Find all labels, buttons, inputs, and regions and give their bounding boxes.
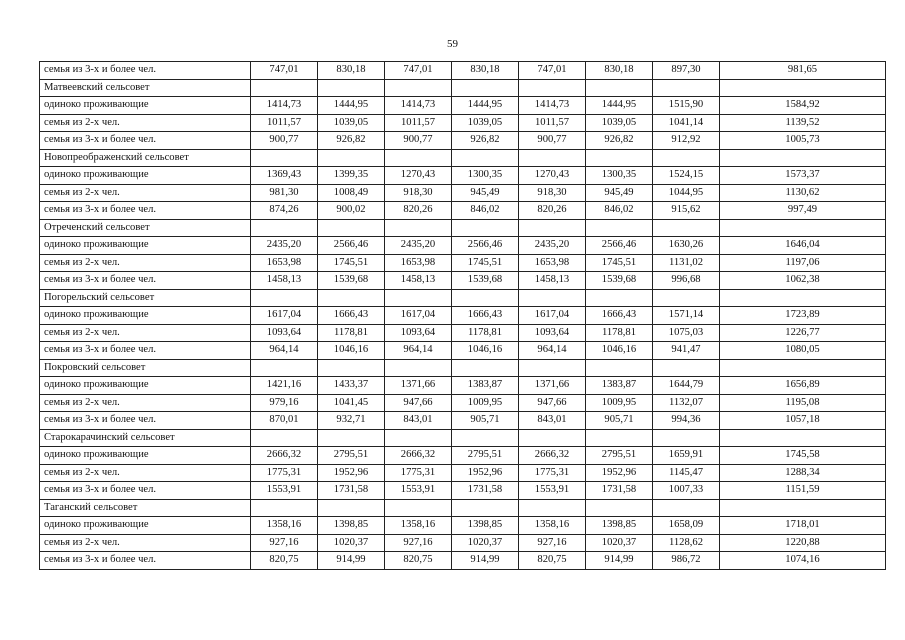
settlement-name: Покровский сельсовет [40, 359, 251, 377]
value-cell: 1399,35 [318, 167, 385, 185]
value-cell [586, 219, 653, 237]
value-cell: 2435,20 [519, 237, 586, 255]
value-cell: 1080,05 [720, 342, 886, 360]
household-category: семья из 2-х чел. [40, 464, 251, 482]
group-header-row [40, 79, 886, 97]
value-cell: 945,49 [586, 184, 653, 202]
value-cell: 927,16 [519, 534, 586, 552]
value-cell: 1952,96 [318, 464, 385, 482]
household-category: одиноко проживающие [40, 377, 251, 395]
table-row [40, 464, 886, 482]
value-cell [385, 149, 452, 167]
value-cell: 1539,68 [586, 272, 653, 290]
value-cell: 1093,64 [251, 324, 318, 342]
household-category: семья из 2-х чел. [40, 324, 251, 342]
value-cell: 986,72 [653, 552, 720, 570]
value-cell: 843,01 [519, 412, 586, 430]
value-cell: 1666,43 [318, 307, 385, 325]
group-header-row [40, 289, 886, 307]
value-cell: 1745,51 [452, 254, 519, 272]
value-cell: 1270,43 [519, 167, 586, 185]
value-cell: 1057,18 [720, 412, 886, 430]
value-cell: 1039,05 [586, 114, 653, 132]
value-cell [385, 219, 452, 237]
value-cell: 1131,02 [653, 254, 720, 272]
value-cell: 1644,79 [653, 377, 720, 395]
value-cell [519, 79, 586, 97]
value-cell: 1178,81 [452, 324, 519, 342]
value-cell [318, 219, 385, 237]
value-cell [452, 149, 519, 167]
value-cell: 1444,95 [586, 97, 653, 115]
value-cell: 1646,04 [720, 237, 886, 255]
value-cell: 1414,73 [385, 97, 452, 115]
value-cell: 905,71 [586, 412, 653, 430]
household-category: семья из 3-х и более чел. [40, 412, 251, 430]
value-cell: 994,36 [653, 412, 720, 430]
value-cell [720, 289, 886, 307]
value-cell [452, 499, 519, 517]
household-category: семья из 3-х и более чел. [40, 342, 251, 360]
value-cell [385, 359, 452, 377]
value-cell: 1383,87 [586, 377, 653, 395]
value-cell: 1008,49 [318, 184, 385, 202]
value-cell [251, 499, 318, 517]
household-category: семья из 3-х и более чел. [40, 482, 251, 500]
value-cell: 1952,96 [452, 464, 519, 482]
value-cell [385, 289, 452, 307]
household-category: семья из 2-х чел. [40, 394, 251, 412]
value-cell [251, 359, 318, 377]
value-cell: 820,75 [519, 552, 586, 570]
value-cell: 874,26 [251, 202, 318, 220]
value-cell: 2795,51 [318, 447, 385, 465]
value-cell: 1020,37 [452, 534, 519, 552]
value-cell: 914,99 [586, 552, 653, 570]
value-cell: 820,26 [519, 202, 586, 220]
value-cell [653, 79, 720, 97]
value-cell [653, 429, 720, 447]
value-cell [452, 359, 519, 377]
value-cell: 900,77 [519, 132, 586, 150]
value-cell: 1046,16 [452, 342, 519, 360]
value-cell: 1226,77 [720, 324, 886, 342]
value-cell: 846,02 [586, 202, 653, 220]
value-cell: 1421,16 [251, 377, 318, 395]
value-cell: 1062,38 [720, 272, 886, 290]
value-cell: 1775,31 [385, 464, 452, 482]
value-cell: 1731,58 [586, 482, 653, 500]
value-cell: 1658,09 [653, 517, 720, 535]
household-category: семья из 2-х чел. [40, 184, 251, 202]
value-cell: 1007,33 [653, 482, 720, 500]
value-cell: 1630,26 [653, 237, 720, 255]
value-cell [318, 429, 385, 447]
table-row [40, 324, 886, 342]
value-cell: 1270,43 [385, 167, 452, 185]
value-cell: 1178,81 [586, 324, 653, 342]
value-cell: 1371,66 [519, 377, 586, 395]
value-cell: 1046,16 [318, 342, 385, 360]
value-cell [586, 429, 653, 447]
value-cell: 1524,15 [653, 167, 720, 185]
household-category: семья из 3-х и более чел. [40, 132, 251, 150]
value-cell: 912,92 [653, 132, 720, 150]
value-cell: 1731,58 [318, 482, 385, 500]
value-cell [586, 79, 653, 97]
value-cell: 1553,91 [519, 482, 586, 500]
value-cell: 1414,73 [519, 97, 586, 115]
value-cell: 932,71 [318, 412, 385, 430]
value-cell: 1151,59 [720, 482, 886, 500]
value-cell: 1039,05 [452, 114, 519, 132]
value-cell: 1745,51 [586, 254, 653, 272]
value-cell: 2666,32 [251, 447, 318, 465]
value-cell: 1011,57 [385, 114, 452, 132]
table-row [40, 237, 886, 255]
household-category: семья из 3-х и более чел. [40, 552, 251, 570]
value-cell [653, 149, 720, 167]
value-cell [251, 219, 318, 237]
value-cell: 1398,85 [318, 517, 385, 535]
household-category: семья из 2-х чел. [40, 534, 251, 552]
table-row [40, 254, 886, 272]
value-cell [720, 79, 886, 97]
value-cell: 1009,95 [586, 394, 653, 412]
value-cell: 897,30 [653, 62, 720, 80]
value-cell [385, 429, 452, 447]
value-cell: 1074,16 [720, 552, 886, 570]
value-cell: 1369,43 [251, 167, 318, 185]
value-cell [385, 499, 452, 517]
value-cell: 1458,13 [385, 272, 452, 290]
value-cell: 927,16 [385, 534, 452, 552]
value-cell: 2795,51 [586, 447, 653, 465]
table-row [40, 342, 886, 360]
value-cell: 1145,47 [653, 464, 720, 482]
value-cell: 1433,37 [318, 377, 385, 395]
value-cell [385, 79, 452, 97]
value-cell [318, 499, 385, 517]
value-cell: 1617,04 [385, 307, 452, 325]
value-cell: 820,75 [385, 552, 452, 570]
value-cell [452, 289, 519, 307]
household-category: семья из 3-х и более чел. [40, 202, 251, 220]
value-cell [653, 359, 720, 377]
value-cell: 1656,89 [720, 377, 886, 395]
value-cell: 1666,43 [586, 307, 653, 325]
value-cell [586, 359, 653, 377]
table-row [40, 62, 886, 80]
value-cell [586, 289, 653, 307]
value-cell: 1300,35 [586, 167, 653, 185]
value-cell: 964,14 [251, 342, 318, 360]
value-cell: 830,18 [586, 62, 653, 80]
value-cell: 830,18 [452, 62, 519, 80]
household-category: семья из 2-х чел. [40, 254, 251, 272]
table-body [40, 62, 886, 570]
table-row [40, 412, 886, 430]
settlement-name: Матвеевский сельсовет [40, 79, 251, 97]
value-cell: 900,02 [318, 202, 385, 220]
value-cell: 1553,91 [385, 482, 452, 500]
value-cell [720, 429, 886, 447]
table-row [40, 517, 886, 535]
value-cell: 1041,14 [653, 114, 720, 132]
value-cell: 926,82 [586, 132, 653, 150]
table-row [40, 132, 886, 150]
page-number: 59 [447, 38, 458, 50]
value-cell [720, 359, 886, 377]
tariff-table [39, 61, 886, 570]
value-cell [251, 149, 318, 167]
value-cell: 2666,32 [385, 447, 452, 465]
table-row [40, 447, 886, 465]
value-cell: 1398,85 [452, 517, 519, 535]
value-cell: 1458,13 [519, 272, 586, 290]
household-category: одиноко проживающие [40, 517, 251, 535]
value-cell: 1617,04 [519, 307, 586, 325]
value-cell: 1775,31 [519, 464, 586, 482]
value-cell: 1178,81 [318, 324, 385, 342]
value-cell [519, 429, 586, 447]
household-category: одиноко проживающие [40, 307, 251, 325]
table-row [40, 202, 886, 220]
table-row [40, 184, 886, 202]
value-cell: 1020,37 [318, 534, 385, 552]
value-cell: 1414,73 [251, 97, 318, 115]
value-cell: 1197,06 [720, 254, 886, 272]
value-cell: 1617,04 [251, 307, 318, 325]
group-header-row [40, 499, 886, 517]
household-category: одиноко проживающие [40, 447, 251, 465]
value-cell [653, 289, 720, 307]
value-cell: 1011,57 [251, 114, 318, 132]
value-cell: 1300,35 [452, 167, 519, 185]
value-cell [519, 219, 586, 237]
value-cell: 2435,20 [385, 237, 452, 255]
value-cell: 1075,03 [653, 324, 720, 342]
value-cell: 1220,88 [720, 534, 886, 552]
value-cell: 1383,87 [452, 377, 519, 395]
table-row [40, 482, 886, 500]
settlement-name: Погорельский сельсовет [40, 289, 251, 307]
value-cell: 1358,16 [519, 517, 586, 535]
value-cell: 964,14 [519, 342, 586, 360]
value-cell: 947,66 [519, 394, 586, 412]
value-cell: 1573,37 [720, 167, 886, 185]
value-cell [251, 79, 318, 97]
value-cell: 1731,58 [452, 482, 519, 500]
value-cell: 996,68 [653, 272, 720, 290]
value-cell [519, 289, 586, 307]
value-cell: 1093,64 [519, 324, 586, 342]
table-row [40, 97, 886, 115]
value-cell: 1659,91 [653, 447, 720, 465]
value-cell: 915,62 [653, 202, 720, 220]
value-cell [452, 429, 519, 447]
value-cell [251, 429, 318, 447]
value-cell [452, 79, 519, 97]
value-cell: 1009,95 [452, 394, 519, 412]
value-cell: 2795,51 [452, 447, 519, 465]
table-row [40, 307, 886, 325]
value-cell: 945,49 [452, 184, 519, 202]
value-cell: 914,99 [318, 552, 385, 570]
household-category: одиноко проживающие [40, 237, 251, 255]
value-cell: 870,01 [251, 412, 318, 430]
value-cell: 918,30 [385, 184, 452, 202]
value-cell: 820,26 [385, 202, 452, 220]
value-cell: 1288,34 [720, 464, 886, 482]
value-cell: 964,14 [385, 342, 452, 360]
value-cell: 1653,98 [251, 254, 318, 272]
value-cell: 1952,96 [586, 464, 653, 482]
value-cell [318, 149, 385, 167]
value-cell: 1539,68 [452, 272, 519, 290]
value-cell: 1093,64 [385, 324, 452, 342]
value-cell [519, 149, 586, 167]
value-cell: 1005,73 [720, 132, 886, 150]
household-category: семья из 2-х чел. [40, 114, 251, 132]
group-header-row [40, 149, 886, 167]
value-cell: 947,66 [385, 394, 452, 412]
household-category: одиноко проживающие [40, 167, 251, 185]
value-cell: 1139,52 [720, 114, 886, 132]
value-cell: 981,30 [251, 184, 318, 202]
value-cell: 918,30 [519, 184, 586, 202]
value-cell: 2566,46 [318, 237, 385, 255]
value-cell: 1718,01 [720, 517, 886, 535]
value-cell: 1011,57 [519, 114, 586, 132]
value-cell: 1515,90 [653, 97, 720, 115]
value-cell: 1745,51 [318, 254, 385, 272]
value-cell [519, 359, 586, 377]
value-cell: 2566,46 [452, 237, 519, 255]
table-row [40, 394, 886, 412]
value-cell: 926,82 [318, 132, 385, 150]
value-cell: 1444,95 [318, 97, 385, 115]
value-cell: 1020,37 [586, 534, 653, 552]
value-cell: 846,02 [452, 202, 519, 220]
value-cell: 905,71 [452, 412, 519, 430]
value-cell [720, 219, 886, 237]
value-cell: 1358,16 [251, 517, 318, 535]
value-cell: 1653,98 [385, 254, 452, 272]
value-cell: 843,01 [385, 412, 452, 430]
value-cell: 1398,85 [586, 517, 653, 535]
value-cell: 1584,92 [720, 97, 886, 115]
settlement-name: Новопреображенский сельсовет [40, 149, 251, 167]
table-row [40, 552, 886, 570]
table-row [40, 377, 886, 395]
value-cell: 1666,43 [452, 307, 519, 325]
value-cell: 926,82 [452, 132, 519, 150]
value-cell: 914,99 [452, 552, 519, 570]
value-cell: 979,16 [251, 394, 318, 412]
value-cell [519, 499, 586, 517]
value-cell: 830,18 [318, 62, 385, 80]
value-cell: 1444,95 [452, 97, 519, 115]
value-cell: 1041,45 [318, 394, 385, 412]
value-cell: 941,47 [653, 342, 720, 360]
value-cell: 1371,66 [385, 377, 452, 395]
value-cell [653, 499, 720, 517]
value-cell: 1745,58 [720, 447, 886, 465]
value-cell: 1046,16 [586, 342, 653, 360]
table-row [40, 534, 886, 552]
settlement-name: Таганский сельсовет [40, 499, 251, 517]
value-cell: 981,65 [720, 62, 886, 80]
value-cell: 900,77 [385, 132, 452, 150]
value-cell: 820,75 [251, 552, 318, 570]
group-header-row [40, 219, 886, 237]
value-cell [720, 149, 886, 167]
value-cell: 2566,46 [586, 237, 653, 255]
value-cell: 1132,07 [653, 394, 720, 412]
value-cell: 747,01 [519, 62, 586, 80]
value-cell: 1039,05 [318, 114, 385, 132]
value-cell: 1553,91 [251, 482, 318, 500]
table-row [40, 272, 886, 290]
value-cell: 900,77 [251, 132, 318, 150]
value-cell: 1539,68 [318, 272, 385, 290]
household-category: семья из 3-х и более чел. [40, 272, 251, 290]
value-cell: 1775,31 [251, 464, 318, 482]
value-cell: 747,01 [385, 62, 452, 80]
value-cell [586, 149, 653, 167]
value-cell: 1044,95 [653, 184, 720, 202]
settlement-name: Отреченский сельсовет [40, 219, 251, 237]
value-cell: 1653,98 [519, 254, 586, 272]
value-cell: 1128,62 [653, 534, 720, 552]
value-cell: 2666,32 [519, 447, 586, 465]
value-cell: 927,16 [251, 534, 318, 552]
value-cell [318, 359, 385, 377]
value-cell: 1358,16 [385, 517, 452, 535]
group-header-row [40, 359, 886, 377]
value-cell [586, 499, 653, 517]
value-cell: 1458,13 [251, 272, 318, 290]
value-cell: 1130,62 [720, 184, 886, 202]
value-cell [251, 289, 318, 307]
group-header-row [40, 429, 886, 447]
value-cell [452, 219, 519, 237]
value-cell [720, 499, 886, 517]
table-row [40, 167, 886, 185]
value-cell [653, 219, 720, 237]
household-category: одиноко проживающие [40, 97, 251, 115]
value-cell: 1195,08 [720, 394, 886, 412]
household-category: семья из 3-х и более чел. [40, 62, 251, 80]
value-cell [318, 79, 385, 97]
value-cell: 2435,20 [251, 237, 318, 255]
value-cell: 1571,14 [653, 307, 720, 325]
settlement-name: Старокарачинский сельсовет [40, 429, 251, 447]
value-cell: 747,01 [251, 62, 318, 80]
table-row [40, 114, 886, 132]
value-cell [318, 289, 385, 307]
value-cell: 1723,89 [720, 307, 886, 325]
value-cell: 997,49 [720, 202, 886, 220]
